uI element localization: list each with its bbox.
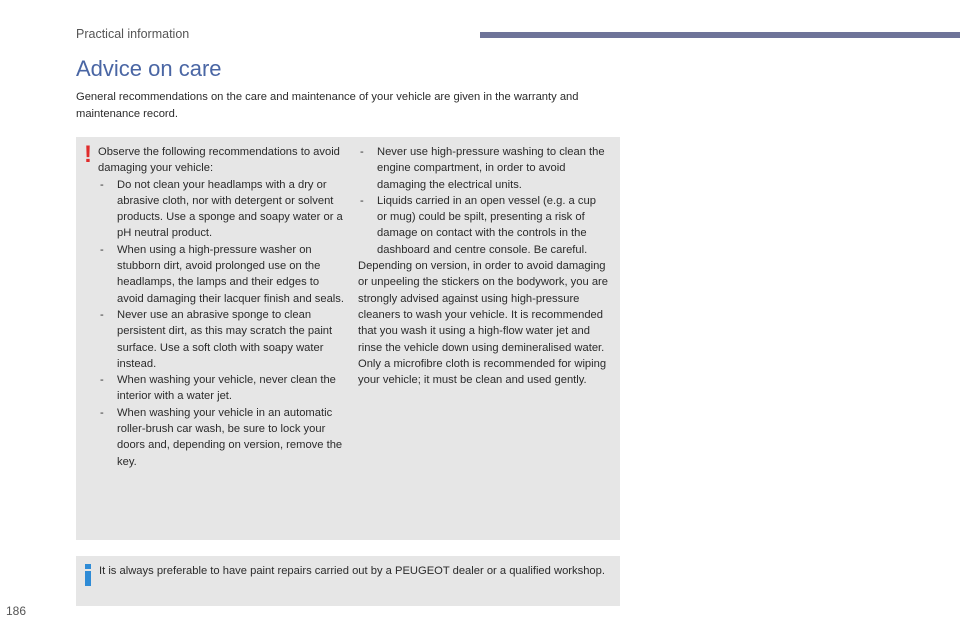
dash-bullet: -: [100, 406, 104, 419]
warning-list-right: [358, 144, 608, 258]
list-item: - Liquids carried in an open vessel (e.g. a cup or mug) could be spilt, presenting a risk of damage on contact with the controls in the dashboard and centre console. Be careful.: [360, 194, 596, 256]
dash-bullet: -: [100, 243, 104, 256]
info-icon: [85, 564, 93, 586]
exclamation-icon: !: [84, 141, 92, 168]
list-item: - Never use high-pressure washing to clean the engine compartment, in order to avoid damaging the electrical units.: [360, 146, 605, 191]
list-item: - When washing your vehicle in an automatic roller-brush car wash, be sure to lock your doors and, depending on version, remove the key.: [100, 406, 343, 468]
info-icon-dot: [85, 564, 91, 569]
list-item: - When using a high-pressure washer on stubborn dirt, avoid prolonged use on the headlamps, the lamps and their edges to avoid damaging their lacquer finish and seals.: [100, 243, 344, 305]
warning-left-column: [98, 144, 348, 470]
list-item: - Do not clean your headlamps with a dry or abrasive cloth, nor with detergent or solvent products. Use a sponge and soapy water or a pH neutral product.: [100, 178, 343, 240]
info-icon-bar: [85, 571, 91, 586]
section-label: Practical information: [76, 27, 190, 41]
dash-bullet: -: [100, 178, 104, 191]
warning-right-column: [358, 144, 608, 388]
list-item: - When washing your vehicle, never clean the interior with a water jet.: [100, 374, 336, 403]
list-item: - Never use an abrasive sponge to clean persistent dirt, as this may scratch the paint surface. Use a soft cloth with soapy water instead.: [100, 308, 333, 370]
intro-paragraph: General recommendations on the care and maintenance of your vehicle are given in the warranty and maintenance record.: [76, 91, 579, 120]
dash-bullet: -: [100, 308, 104, 321]
warning-lead: Observe the following recommendations to avoid damaging your vehicle:: [98, 146, 340, 175]
page-number: 186: [6, 604, 27, 618]
info-text: It is always preferable to have paint repairs carried out by a PEUGEOT dealer or a qualified workshop.: [99, 565, 605, 577]
dash-bullet: -: [100, 374, 104, 387]
warning-list-left: [98, 177, 348, 470]
dash-bullet: -: [360, 194, 364, 207]
warning-closing: Depending on version, in order to avoid damaging or unpeeling the stickers on the bodywork, you are strongly advised against using high-pressure cleaners to wash your vehicle. It is recommended that you wash it using a high-flow water jet and rinse the vehicle down using demineralised water. Only a microfibre cloth is recommended for wiping your vehicle; it must be clean and used gently.: [358, 260, 608, 387]
page-title: Advice on care: [76, 56, 222, 81]
dash-bullet: -: [360, 146, 364, 158]
header-rule: [480, 32, 960, 38]
